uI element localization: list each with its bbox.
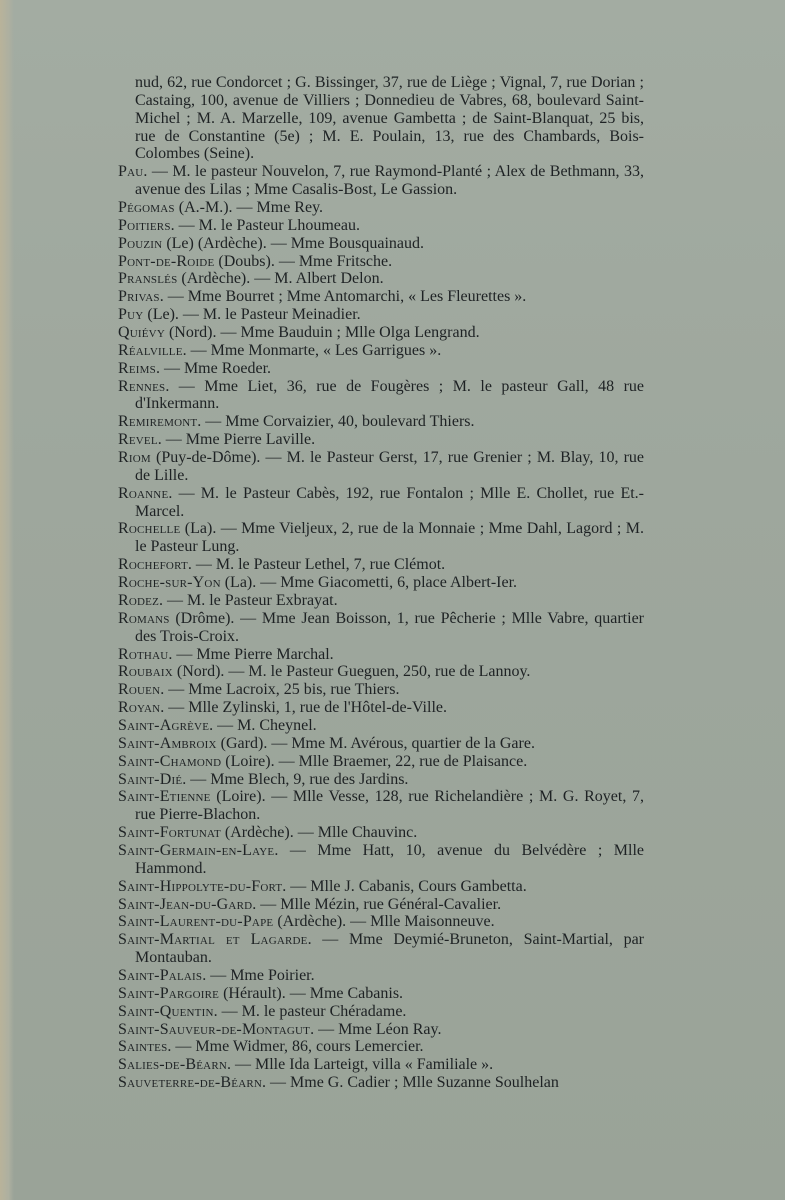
entry-text: . — M. le pasteur Chéradame. [213,1002,407,1020]
list-item [118,217,644,235]
entry-text: . — M. le Pasteur Lethel, 7, rue Clémot. [187,556,446,574]
place-name: Rodez [118,591,159,609]
place-name: Saint-Agrève [118,716,210,734]
place-name: Pau [118,163,144,181]
entry-text: . — Mme Liet, 36, rue de Fougères ; M. le pasteur Gall, 48 rue d'Inkermann. [135,377,644,413]
list-item [118,663,644,681]
place-name: Rennes [118,377,166,395]
list-item [118,771,644,789]
list-item [118,735,644,753]
entry-text: . — Mme Lacroix, 25 bis, rue Thiers. [160,681,400,699]
place-name: Saint-Etienne [118,788,211,806]
list-item [118,163,644,199]
place-name: Revel [118,431,158,449]
place-name: Saint-Sauveur-de-Montagut [118,1020,311,1038]
entry-text: (Gard). — Mme M. Avérous, quartier de la Gare. [216,734,535,752]
place-name: Saint-Laurent-du-Pape [118,913,274,931]
list-item [118,556,644,574]
place-name: Saint-Dié [118,770,183,788]
entry-text: . — Mme Widmer, 86, cours Lemercier. [167,1038,424,1056]
place-name: Roanne [118,484,169,502]
place-name: Saint-Ambroix [118,734,217,752]
list-item [118,753,644,771]
list-item [118,842,644,878]
entry-text: . — Mme Bourret ; Mme Antomarchi, « Les Fleurettes ». [159,288,527,306]
entry-text: nud, 62, rue Condorcet ; G. Bissinger, 37, rue de Liège ; Vignal, 7, rue Dorian ; Castaing, 100, avenue de Villiers ; Donnedieu de Vabres, 68, boulevard Saint-Michel ; M. A. Marzelle, 109, avenue Gambetta ; de Saint-Blanquat, 25 bis, rue de Constantine (5e) ; M. E. Poulain, 13, rue des Chambards, Bois-Colombes (Seine). [135,74,644,163]
list-item [118,270,644,288]
place-name: Saint-Martial et Lagarde [118,931,308,949]
entry-text: . — Mme Poirier. [202,966,315,984]
list-item [118,324,644,342]
list-item [118,574,644,592]
list-item [118,1056,644,1074]
entry-text: . — Mme Pierre Marchal. [168,645,334,663]
entry-text: (Drôme). — Mme Jean Boisson, 1, rue Pêcherie ; Mlle Vabre, quartier des Trois-Croix. [135,609,644,645]
place-name: Sauveterre-de-Béarn [118,1074,263,1092]
place-name: Royan [118,699,161,717]
place-name: Saint-Fortunat [118,824,221,842]
place-name: Salies-de-Béarn [118,1056,227,1074]
entry-text: (Ardèche). — Mlle Chauvinc. [220,824,418,842]
place-name: Roubaix [118,663,173,681]
list-item [118,253,644,271]
entry-text: . — M. le pasteur Nouvelon, 7, rue Raymond-Planté ; Alex de Bethmann, 33, avenue des Lilas ; Mme Casalis-Bost, Le Gassion. [135,163,644,199]
list-item [118,378,644,414]
list-item [118,199,644,217]
place-name: Saint-Palais [118,966,203,984]
place-name: Saint-Jean-du-Gard [118,895,253,913]
address-list [118,74,644,1092]
entry-text: (Ardèche). — Mlle Maisonneuve. [273,913,495,931]
place-name: Pont-de-Roide [118,252,215,270]
entry-text: (La). — Mme Giacometti, 6, place Albert-Ier. [220,574,518,592]
place-name: Saint-Pargoire [118,984,220,1002]
list-item [118,520,644,556]
entry-text: (Nord). — Mme Bauduin ; Mlle Olga Lengrand. [164,324,480,342]
entry-text: (A.-M.). — Mme Rey. [174,199,324,217]
entry-text: . — Mme G. Cadier ; Mlle Suzanne Soulhelan [262,1074,559,1092]
list-item [118,967,644,985]
place-name: Quiévy [118,324,165,342]
list-item [118,342,644,360]
place-name: Rochefort [118,556,188,574]
list-item [118,431,644,449]
entry-text: (Le) (Ardèche). — Mme Bousquainaud. [162,234,425,252]
entry-text: . — Mme Hatt, 10, avenue du Belvédère ; Mlle Hammond. [135,841,644,877]
list-item [118,913,644,931]
entry-text: (Loire). — Mlle Braemer, 22, rue de Plaisance. [221,752,528,770]
place-name: Reims [118,359,156,377]
list-item [118,1038,644,1056]
place-name: Saint-Hippolyte-du-Fort [118,877,283,895]
place-name: Pranslés [118,270,178,288]
list-item [118,788,644,824]
place-name: Riom [118,449,151,467]
entry-text: (Puy-de-Dôme). — M. le Pasteur Gerst, 17, rue Grenier ; M. Blay, 10, rue de Lille. [135,449,644,484]
list-item [118,699,644,717]
entry-text: . — M. Cheynel. [209,716,317,734]
entry-text: . — M. le Pasteur Lhoumeau. [170,216,360,234]
entry-text: . — Mme Léon Ray. [310,1020,442,1038]
list-item [118,717,644,735]
place-name: Pouzin [118,234,163,252]
list-item [118,1003,644,1021]
entry-text: . — Mme Monmarte, « Les Garrigues ». [182,341,442,359]
place-name: Roche-sur-Yon [118,574,221,592]
list-item [118,449,644,485]
place-name: Saint-Chamond [118,752,222,770]
list-item [118,824,644,842]
place-name: Saint-Germain-en-Laye [118,841,275,859]
entry-text: . — Mme Corvaizier, 40, boulevard Thiers. [197,413,475,431]
list-item [118,1021,644,1039]
entry-text: . — Mme Deymié-Bruneton, Saint-Martial, par Montauban. [135,931,645,967]
list-item [118,878,644,896]
entry-text: (Ardèche). — M. Albert Delon. [177,270,384,288]
place-name: Poitiers [118,216,171,234]
entry-text: . — M. le Pasteur Cabès, 192, rue Fontalon ; Mlle E. Chollet, rue Et.-Marcel. [135,484,644,520]
list-item [118,235,644,253]
list-item [118,985,644,1003]
list-item [118,931,644,967]
place-name: Puy [118,306,144,324]
place-name: Pégomas [118,199,175,217]
place-name: Saint-Quentin [118,1002,214,1020]
list-item [118,646,644,664]
entry-text: . — Mlle Zylinski, 1, rue de l'Hôtel-de-Ville. [160,699,447,717]
list-item [118,896,644,914]
entry-text: (Le). — M. le Pasteur Meinadier. [143,306,361,324]
entry-text: . — Mlle Ida Larteigt, villa « Familiale ». [227,1056,494,1074]
place-name: Romans [118,609,170,627]
list-item [118,74,644,163]
entry-text: . — Mlle J. Cabanis, Cours Gambetta. [282,877,527,895]
place-name: Réalville [118,341,183,359]
place-name: Privas [118,288,160,306]
entry-text: (Doubs). — Mme Fritsche. [214,252,393,270]
place-name: Rouen [118,681,161,699]
list-item [118,592,644,610]
list-item [118,360,644,378]
place-name: Rothau [118,645,169,663]
place-name: Remiremont [118,413,198,431]
list-item [118,288,644,306]
entry-text: . — M. le Pasteur Exbrayat. [159,591,338,609]
list-item [118,485,644,521]
list-item [118,306,644,324]
entry-text: (Loire). — Mlle Vesse, 128, rue Richelandière ; M. G. Royet, 7, rue Pierre-Blachon. [135,788,644,824]
entry-text: (Hérault). — Mme Cabanis. [219,984,404,1002]
entry-text: . — Mme Blech, 9, rue des Jardins. [182,770,409,788]
entry-text: . — Mme Pierre Laville. [157,431,316,449]
place-name: Saintes [118,1038,168,1056]
entry-text: . — Mlle Mézin, rue Général-Cavalier. [252,895,502,913]
entry-text: (La). — Mme Vieljeux, 2, rue de la Monnaie ; Mme Dahl, Lagord ; M. le Pasteur Lung. [135,520,644,556]
entry-text: (Nord). — M. le Pasteur Gueguen, 250, rue de Lannoy. [172,663,531,681]
place-name: Rochelle [118,520,181,538]
list-item [118,681,644,699]
list-item [118,610,644,646]
list-item [118,1074,644,1092]
list-item [118,413,644,431]
entry-text: . — Mme Roeder. [155,359,272,377]
